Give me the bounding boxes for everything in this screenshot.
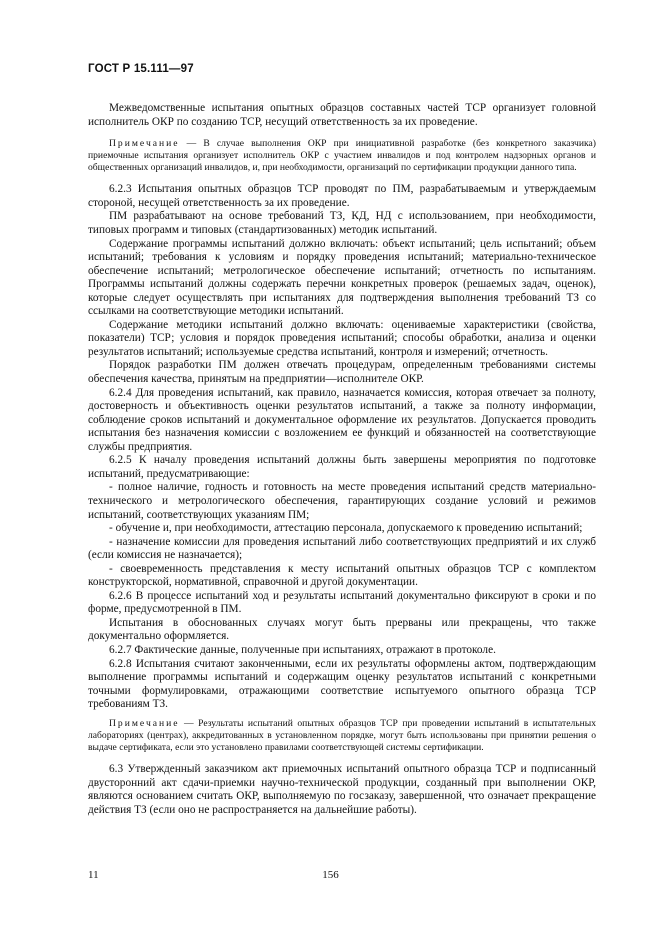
note-2 <box>88 718 596 754</box>
section-6-2-8: 6.2.8 Испытания считают законченными, если их результаты оформлены актом, подтверждающим выполнение программы испытаний и содержащим оценку результатов испытаний с конкретными точными формулировками, отражающими соответствие испытуемого опытного образца ТСР требованиям ТЗ. <box>88 657 596 711</box>
pm-order-paragraph: Порядок разработки ПМ должен отвечать процедурам, определенным требованиями системы обеспечения качества, принятым на предприятии—исполнителе ОКР. <box>88 359 596 386</box>
section-6-2-5: 6.2.5 К началу проведения испытаний должны быть завершены мероприятия по подготовке испытаний, предусматривающие: <box>88 454 596 480</box>
note-2-text: — Результаты испытаний опытных образцов ТСР при проведении испытаний в испытательных лабораториях (центрах), аккредитованных в установленном порядке, могут быть использованы при принятии решения о выдаче сертификата, если это установлено правилами соответствующей системы сертификации. <box>88 717 596 753</box>
program-content-paragraph: Содержание программы испытаний должно включать: объект испытаний; цель испытаний; объем испытаний; требования к условиям и порядку проведения испытаний; материально-техническое обеспечение испытаний; метрологическое обеспечение испытаний; отчетность по испытаниям. Программы испытаний должны содержать перечни конкретных проверок (решаемых задач, оценок), которые следует осуществлять при испытаниях для подтверждения выполнения требований ТЗ со ссылками на соответствующие методики испытаний. <box>88 237 596 318</box>
intro-paragraph: Межведомственные испытания опытных образцов составных частей ТСР организует головной исполнитель ОКР по созданию ТСР, несущий ответственность за их проведение. <box>88 102 596 128</box>
list-item-delivery: - своевременность представления к месту испытаний опытных образцов ТСР с комплектом конструкторской, нормативной, справочной и другой документации. <box>88 562 596 589</box>
note-1 <box>88 138 596 174</box>
section-6-2-7: 6.2.7 Фактические данные, полученные при испытаниях, отражают в протоколе. <box>109 643 496 656</box>
section-6-2-6: 6.2.6 В процессе испытаний ход и результаты испытаний документально фиксируют в сроки и по форме, предусмотренной в ПМ. <box>88 589 596 616</box>
page-number-left: 11 <box>88 869 99 881</box>
standard-header: ГОСТ Р 15.111—97 <box>88 63 194 75</box>
interruption-paragraph: Испытания в обоснованных случаях могут быть прерваны или прекращены, что также документально оформляется. <box>88 616 596 643</box>
list-item-commission: - назначение комиссии для проведения испытаний либо соответствующих предприятий и их служб (если комиссия не назначается); <box>88 535 596 562</box>
list-item-equipment: - полное наличие, годность и готовность на месте проведения испытаний средств материально-технического и метрологического обеспечения, гарантирующих создание условий и режимов испытаний, соответствующих указаниям ПМ; <box>88 481 596 521</box>
section-6-2-3: 6.2.3 Испытания опытных образцов ТСР проводят по ПМ, разрабатываемым и утверждаемым стороной, несущей ответственность за их проведение. <box>88 183 596 209</box>
note-2-label: Примечание <box>109 717 180 729</box>
note-1-text: — В случае выполнения ОКР при инициативной разработке (без конкретного заказчика) приемочные испытания организует исполнитель ОКР с участием инвалидов и под контролем надзорных органов и общественных организаций инвалидов, и, при необходимости, организаций по сертификации продукции данного типа. <box>88 138 596 174</box>
note-1-label: Примечание <box>109 138 180 150</box>
section-6-3: 6.3 Утвержденный заказчиком акт приемочных испытаний опытного образца ТСР и подписанный двусторонний акт сдачи-приемки научно-технической продукции, созданный при выполнении ОКР, являются основанием считать ОКР, выполняемую по госзаказу, завершенной, что означает прекращение действия ТЗ (если оно не распространяется на дальнейшие работы). <box>88 762 596 816</box>
document-body <box>88 102 596 817</box>
pm-basis-paragraph: ПМ разрабатывают на основе требований ТЗ, КД, НД с использованием, при необходимости, типовых программ и типовых (стандартизованных) методик испытаний. <box>88 210 596 237</box>
method-content-paragraph: Содержание методики испытаний должно включать: оцениваемые характеристики (свойства, показатели) ТСР; условия и порядок проведения испытаний; способы обработки, анализа и оценки результатов испытаний; используемые средства испытаний, контроля и измерений; отчетность. <box>88 318 596 358</box>
page-number-center: 156 <box>322 869 339 881</box>
list-item-training: - обучение и, при необходимости, аттестацию персонала, допускаемого к проведению испытаний; <box>109 522 583 535</box>
section-6-2-4: 6.2.4 Для проведения испытаний, как правило, назначается комиссия, которая отвечает за полноту, достоверность и объективность оценки результатов испытаний, а также за полноту информации, соблюдение сроков испытаний и документальное оформление их результатов. Допускается проводить испытания без назначения комиссии с возложением ее функций и обязанностей на соответствующие службы предприятия. <box>88 386 596 453</box>
